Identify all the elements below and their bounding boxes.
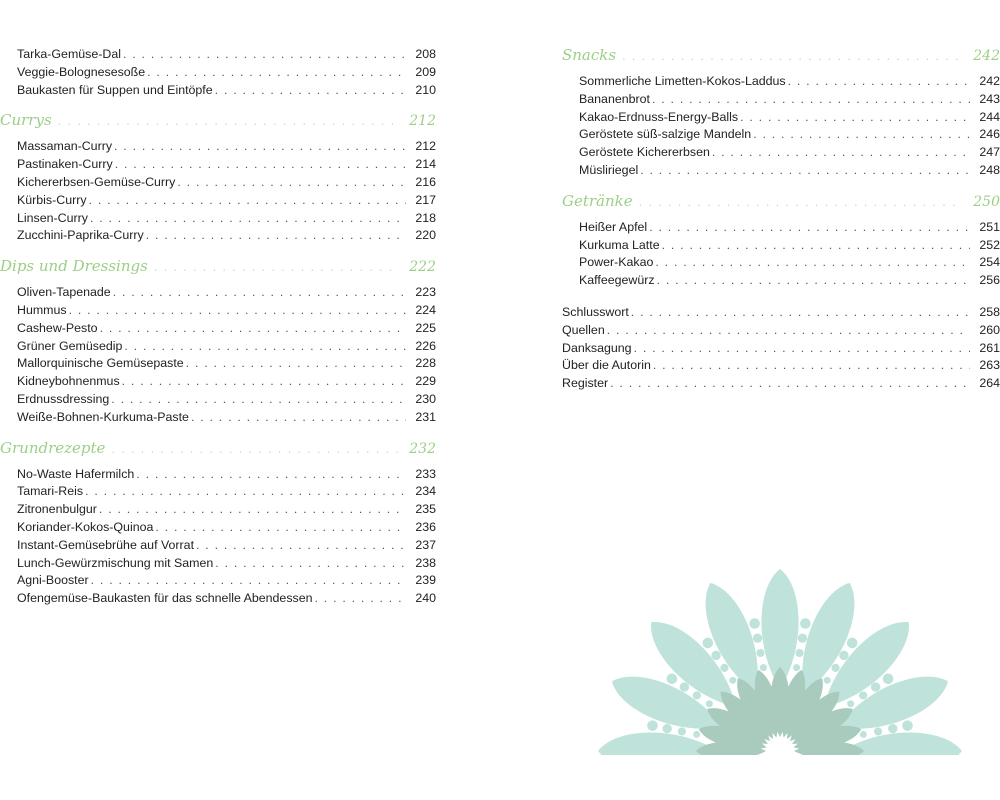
toc-entry[interactable]: Über die Autorin . . . 263 — [562, 357, 1000, 375]
toc-entry[interactable]: Cashew-Pesto . . . 225 — [0, 320, 436, 338]
toc-entry-title: Tarka-Gemüse-Dal — [17, 47, 121, 61]
toc-entry[interactable]: Hummus . . . 224 — [0, 302, 436, 320]
toc-entry[interactable]: Kürbis-Curry . . . 217 — [0, 192, 436, 210]
toc-entry[interactable]: Lunch-Gewürzmischung mit Samen . . . 238 — [0, 555, 436, 573]
toc-entry[interactable] — [0, 64, 436, 82]
section-heading[interactable]: Getränke . . . 250 — [562, 192, 1000, 216]
toc-entry[interactable]: Ofengemüse-Baukasten für das schnelle Abendessen . . . 240 — [0, 590, 436, 608]
toc-section-getraenke — [562, 192, 1000, 290]
toc-section-dips — [0, 257, 436, 426]
toc-entry-page: 209 — [415, 64, 436, 79]
toc-entry-title: Veggie-Bolognesesoße — [17, 64, 146, 79]
toc-entry[interactable]: Massaman-Curry . . . 212 — [0, 138, 436, 156]
section-heading[interactable]: Dips und Dressings . . . 222 — [0, 257, 436, 281]
toc-entry[interactable]: Mallorquinische Gemüsepaste . . . 228 — [0, 355, 436, 373]
toc-misc-list — [562, 304, 1000, 393]
toc-entry[interactable] — [0, 46, 436, 64]
mandala-ornament-icon — [588, 555, 973, 755]
toc-section-currys — [0, 111, 436, 245]
toc-entry[interactable]: Bananenbrot . . . 243 — [562, 91, 1000, 109]
toc-entry[interactable]: Kakao-Erdnuss-Energy-Balls . . . 244 — [562, 109, 1000, 127]
toc-entry[interactable]: Kaffeegewürz . . . 256 — [562, 272, 1000, 290]
toc-top-list — [0, 46, 436, 99]
section-heading[interactable]: Snacks . . . 242 — [562, 46, 1000, 70]
toc-entry[interactable]: Kichererbsen-Gemüse-Curry . . . 216 — [0, 174, 436, 192]
toc-entry[interactable]: No-Waste Hafermilch . . . 233 — [0, 466, 436, 484]
toc-entry-page: 210 — [415, 82, 436, 97]
toc-entry[interactable]: Register . . . 264 — [562, 375, 1000, 393]
toc-entry[interactable]: Oliven-Tapenade . . . 223 — [0, 284, 436, 302]
toc-entry[interactable]: Kurkuma Latte . . . 252 — [562, 237, 1000, 255]
toc-entry[interactable]: Kidneybohnenmus . . . 229 — [0, 373, 436, 391]
toc-section-grundrezepte — [0, 439, 436, 608]
toc-entry[interactable]: Power-Kakao . . . 254 — [562, 254, 1000, 272]
toc-entry[interactable]: Geröstete Kichererbsen . . . 247 — [562, 144, 1000, 162]
toc-entry[interactable] — [0, 82, 436, 100]
section-heading[interactable]: Grundrezepte . . . 232 — [0, 439, 436, 463]
toc-entry[interactable]: Pastinaken-Curry . . . 214 — [0, 156, 436, 174]
toc-entry[interactable]: Grüner Gemüsedip . . . 226 — [0, 338, 436, 356]
section-heading[interactable]: Currys . . . 212 — [0, 111, 436, 135]
toc-entry[interactable]: Heißer Apfel . . . 251 — [562, 219, 1000, 237]
toc-entry[interactable]: Erdnussdressing . . . 230 — [0, 391, 436, 409]
toc-entry[interactable]: Schlusswort . . . 258 — [562, 304, 1000, 322]
toc-entry[interactable]: Müsliriegel . . . 248 — [562, 162, 1000, 180]
toc-entry[interactable]: Zucchini-Paprika-Curry . . . 220 — [0, 227, 436, 245]
toc-entry[interactable]: Danksagung . . . 261 — [562, 340, 1000, 358]
toc-left-column — [0, 46, 436, 608]
toc-entry[interactable]: Linsen-Curry . . . 218 — [0, 210, 436, 228]
toc-entry[interactable]: Zitronenbulgur . . . 235 — [0, 501, 436, 519]
toc-entry[interactable]: Koriander-Kokos-Quinoa . . . 236 — [0, 519, 436, 537]
toc-right-column — [562, 46, 1000, 393]
toc-entry-title: Baukasten für Suppen und Eintöpfe — [17, 82, 213, 97]
toc-entry[interactable]: Agni-Booster . . . 239 — [0, 572, 436, 590]
toc-entry[interactable]: Sommerliche Limetten-Kokos-Laddus . . . 242 — [562, 73, 1000, 91]
toc-entry[interactable]: Weiße-Bohnen-Kurkuma-Paste . . . 231 — [0, 409, 436, 427]
toc-section-snacks — [562, 46, 1000, 180]
toc-entry[interactable]: Geröstete süß-salzige Mandeln . . . 246 — [562, 126, 1000, 144]
toc-entry-page: 208 — [415, 47, 436, 61]
toc-entry[interactable]: Quellen . . . 260 — [562, 322, 1000, 340]
toc-entry[interactable]: Instant-Gemüsebrühe auf Vorrat . . . 237 — [0, 537, 436, 555]
toc-entry[interactable]: Tamari-Reis . . . 234 — [0, 483, 436, 501]
